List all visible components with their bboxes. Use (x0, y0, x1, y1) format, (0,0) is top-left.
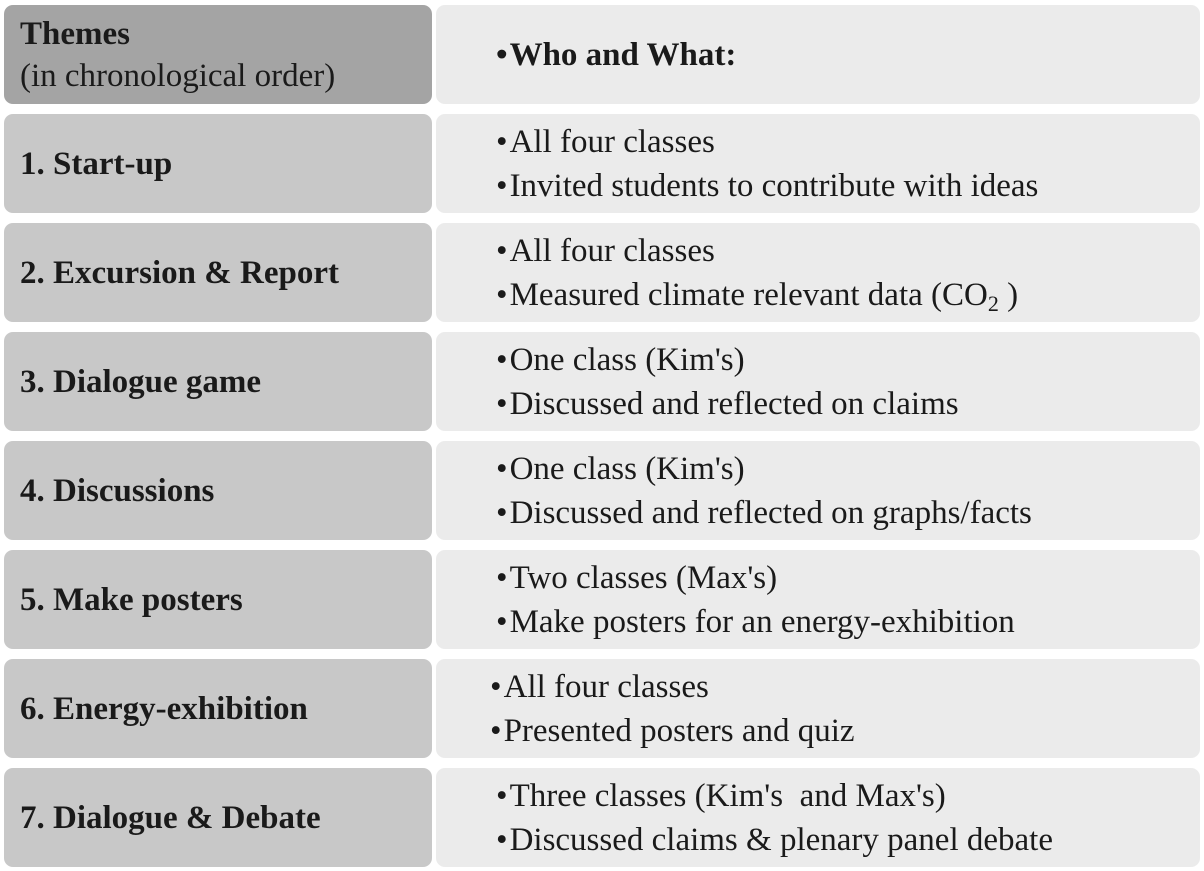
description-line (490, 665, 1200, 709)
description-line (496, 818, 1200, 862)
bullet-icon: • (496, 559, 508, 596)
theme-cell (4, 332, 432, 431)
what-text: Invited students to contribute with ideas (509, 167, 1039, 204)
what-text: Make posters for an energy-exhibition (509, 603, 1015, 640)
theme-row-3 (0, 332, 1204, 431)
theme-row-2 (0, 223, 1204, 322)
what-text: Discussed claims & plenary panel debate (509, 821, 1053, 858)
themes-header-title: Themes (20, 15, 130, 52)
who-text: One class (Kim's) (509, 341, 745, 378)
description-line (496, 600, 1200, 644)
bullet-icon: • (496, 123, 508, 160)
themes-header-cell (4, 5, 432, 104)
header-row (0, 5, 1204, 104)
theme-row-4 (0, 441, 1204, 540)
description-line (496, 556, 1200, 600)
description-line (490, 709, 1200, 753)
bullet-icon: • (496, 821, 508, 858)
who-text: Two classes (Max's) (509, 559, 778, 596)
bullet-icon: • (496, 341, 508, 378)
theme-title: 3. Dialogue game (20, 363, 262, 400)
themes-header-subtitle: (in chronological order) (20, 57, 336, 94)
theme-row-7 (0, 768, 1204, 867)
what-text: Presented posters and quiz (503, 712, 855, 749)
theme-cell (4, 441, 432, 540)
bullet-icon: • (490, 712, 502, 749)
theme-cell (4, 768, 432, 867)
what-text: Measured climate relevant data (CO (509, 276, 988, 313)
description-line (496, 273, 1200, 317)
theme-cell (4, 659, 432, 758)
description-cell (436, 550, 1200, 649)
theme-row-1 (0, 114, 1204, 213)
theme-cell (4, 114, 432, 213)
who-what-label: Who and What: (509, 36, 737, 73)
bullet-icon: • (496, 276, 508, 313)
theme-title: 2. Excursion & Report (20, 254, 339, 291)
who-text: One class (Kim's) (509, 450, 745, 487)
description-line (496, 382, 1200, 426)
what-text-suffix: ) (998, 276, 1019, 313)
theme-cell (4, 223, 432, 322)
description-cell (436, 114, 1200, 213)
description-line (496, 774, 1200, 818)
description-line (496, 338, 1200, 382)
description-line (496, 491, 1200, 535)
theme-title: 7. Dialogue & Debate (20, 799, 321, 836)
bullet-icon: • (496, 385, 508, 422)
description-cell (436, 332, 1200, 431)
what-text: Discussed and reflected on claims (509, 385, 959, 422)
description-line (496, 120, 1200, 164)
description-cell (436, 441, 1200, 540)
bullet-icon: • (496, 494, 508, 531)
bullet-icon: • (496, 603, 508, 640)
theme-title: 5. Make posters (20, 581, 243, 618)
description-cell (436, 659, 1200, 758)
what-text: Discussed and reflected on graphs/facts (509, 494, 1032, 531)
who-text: All four classes (503, 668, 709, 705)
theme-cell (4, 550, 432, 649)
theme-title: 6. Energy-exhibition (20, 690, 308, 727)
bullet-icon: • (496, 36, 508, 73)
bullet-icon: • (496, 777, 508, 814)
who-text: Three classes (Kim's and Max's) (509, 777, 946, 814)
description-line (496, 164, 1200, 208)
bullet-icon: • (496, 167, 508, 204)
co2-subscript: 2 (987, 290, 999, 316)
description-line (496, 229, 1200, 273)
description-cell (436, 768, 1200, 867)
bullet-icon: • (496, 232, 508, 269)
bullet-icon: • (490, 668, 502, 705)
theme-row-6 (0, 659, 1204, 758)
who-what-header (496, 33, 1200, 77)
theme-title: 4. Discussions (20, 472, 215, 509)
theme-row-5 (0, 550, 1204, 649)
description-line (496, 447, 1200, 491)
theme-title: 1. Start-up (20, 145, 173, 182)
who-what-header-cell (436, 5, 1200, 104)
who-text: All four classes (509, 123, 715, 160)
who-text: All four classes (509, 232, 715, 269)
description-cell (436, 223, 1200, 322)
bullet-icon: • (496, 450, 508, 487)
